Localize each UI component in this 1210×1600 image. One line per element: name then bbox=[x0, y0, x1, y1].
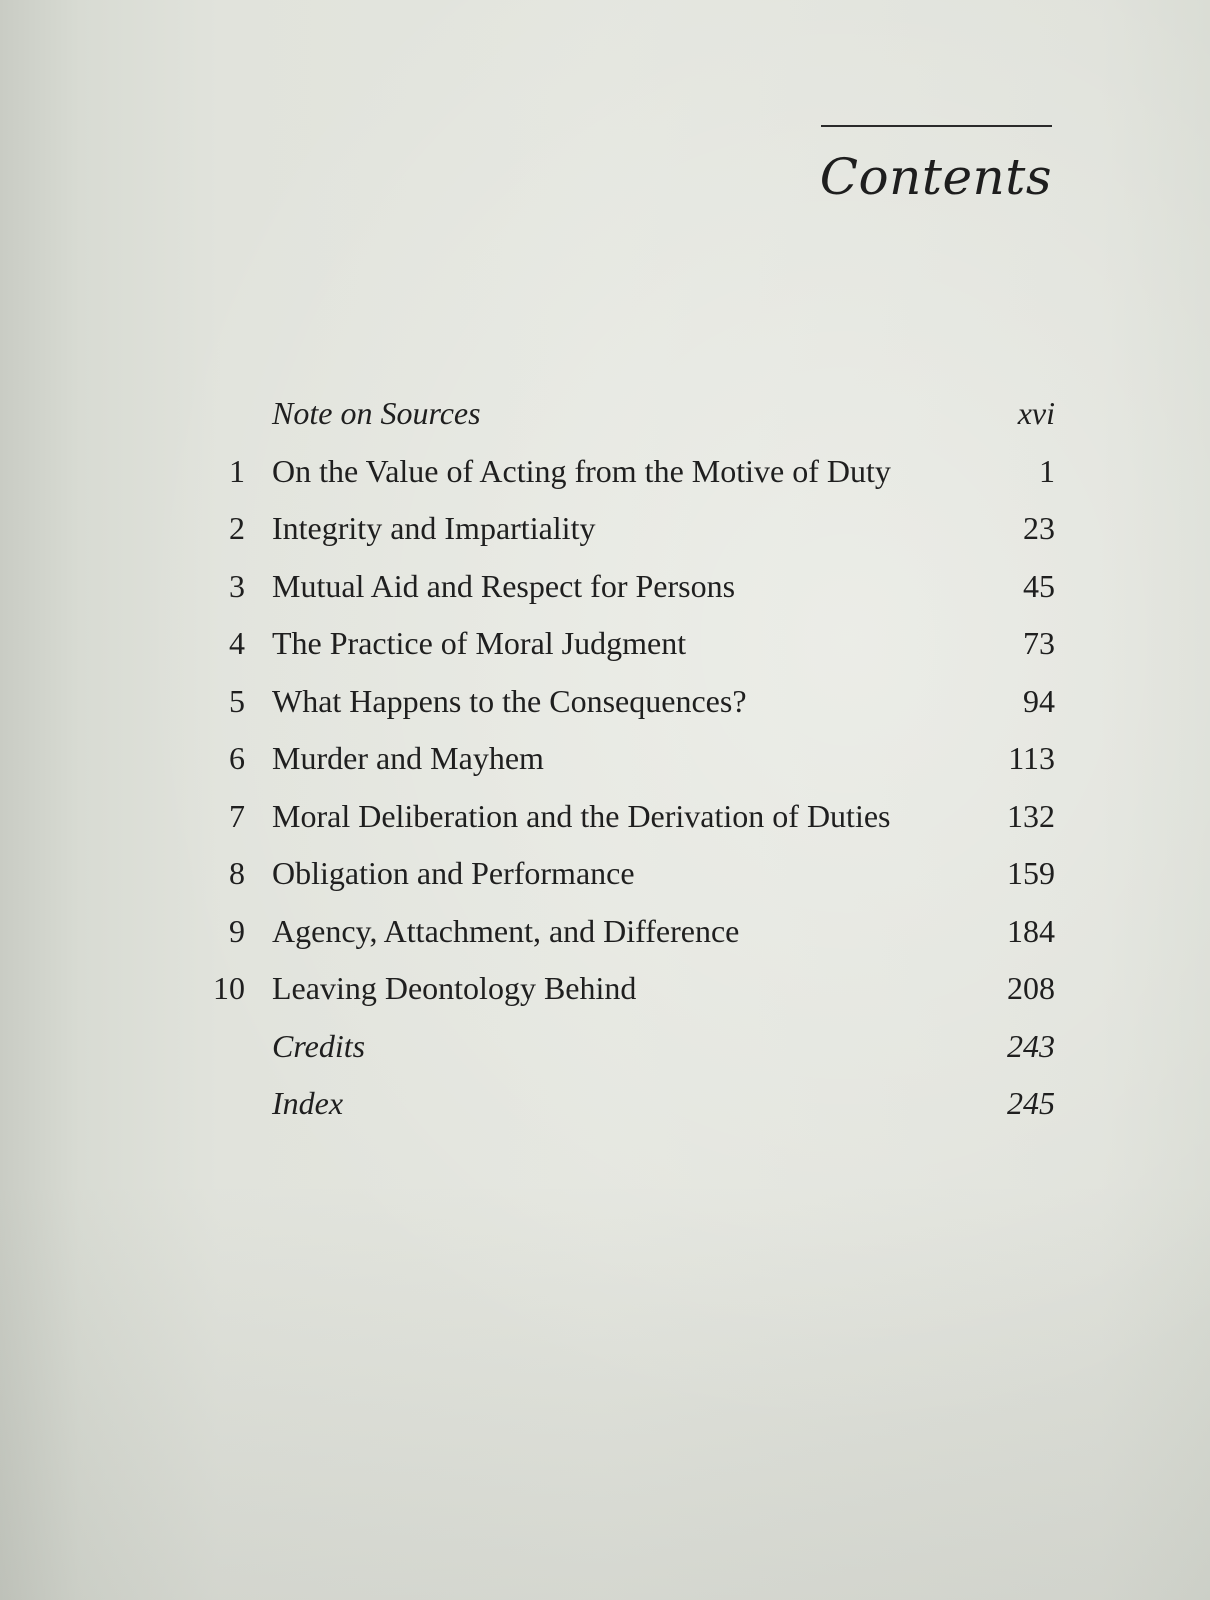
toc-entry-chapter-2 bbox=[190, 500, 1065, 558]
toc-entry-title: Agency, Attachment, and Difference bbox=[272, 912, 740, 949]
toc-entry-page: 113 bbox=[1008, 740, 1055, 776]
toc-entry-page: 132 bbox=[1007, 797, 1055, 834]
toc-entry-page: xvi bbox=[1017, 395, 1055, 431]
toc-entry-note-on-sources bbox=[190, 385, 1065, 443]
toc-entry-title: Mutual Aid and Respect for Persons bbox=[272, 567, 736, 604]
toc-entry-number: 1 bbox=[229, 452, 245, 489]
toc-entry-page: 94 bbox=[1023, 682, 1055, 719]
toc-entry-title: On the Value of Acting from the Motive of Duty bbox=[272, 452, 891, 489]
toc-entry-number: 6 bbox=[229, 740, 245, 776]
toc-entry-title: Index bbox=[272, 1085, 344, 1121]
toc-entry-page: 243 bbox=[1007, 1027, 1055, 1064]
toc-entry-page: 245 bbox=[1007, 1085, 1055, 1121]
page-title: Contents bbox=[819, 148, 1052, 206]
toc-entry-chapter-9 bbox=[190, 903, 1065, 961]
toc-entry-title: Integrity and Impartiality bbox=[272, 510, 596, 546]
toc-entry-chapter-5 bbox=[190, 673, 1065, 731]
toc-entry-title: Credits bbox=[272, 1027, 366, 1064]
toc-entry-page: 73 bbox=[1023, 625, 1055, 661]
toc-entry-title: The Practice of Moral Judgment bbox=[272, 625, 687, 661]
toc-entry-chapter-8 bbox=[190, 845, 1065, 903]
toc-entry-page: 1 bbox=[1039, 452, 1055, 489]
toc-entry-chapter-10 bbox=[190, 960, 1065, 1018]
toc-entry-chapter-1 bbox=[190, 443, 1065, 501]
toc-entry-chapter-7 bbox=[190, 788, 1065, 846]
toc-entry-number: 10 bbox=[213, 970, 245, 1006]
toc-entry-page: 23 bbox=[1023, 510, 1055, 546]
toc-entry-title: Leaving Deontology Behind bbox=[272, 970, 637, 1006]
toc-entry-number: 3 bbox=[229, 567, 245, 604]
toc-entry-title: What Happens to the Consequences? bbox=[272, 682, 747, 719]
toc-entry-page: 159 bbox=[1007, 855, 1055, 891]
toc-entry-number: 8 bbox=[229, 855, 245, 891]
toc-entry-title: Moral Deliberation and the Derivation of Duties bbox=[272, 797, 891, 834]
toc-entry-index bbox=[190, 1075, 1065, 1133]
toc-entry-chapter-4 bbox=[190, 615, 1065, 673]
toc-entry-page: 184 bbox=[1007, 912, 1055, 949]
toc-entry-page: 208 bbox=[1007, 970, 1055, 1006]
toc-entry-title: Obligation and Performance bbox=[272, 855, 635, 891]
toc-entry-credits bbox=[190, 1018, 1065, 1076]
toc-entry-title: Note on Sources bbox=[272, 395, 481, 431]
toc-entry-title: Murder and Mayhem bbox=[272, 740, 544, 776]
toc-entry-number: 9 bbox=[229, 912, 245, 949]
toc-entry-page: 45 bbox=[1023, 567, 1055, 604]
toc-entry-chapter-3 bbox=[190, 558, 1065, 616]
toc-entry-number: 4 bbox=[229, 625, 245, 661]
table-of-contents bbox=[190, 385, 1065, 1133]
heading-rule bbox=[821, 125, 1052, 127]
toc-entry-chapter-6 bbox=[190, 730, 1065, 788]
toc-entry-number: 2 bbox=[229, 510, 245, 546]
toc-entry-number: 7 bbox=[229, 797, 245, 834]
toc-entry-number: 5 bbox=[229, 682, 245, 719]
